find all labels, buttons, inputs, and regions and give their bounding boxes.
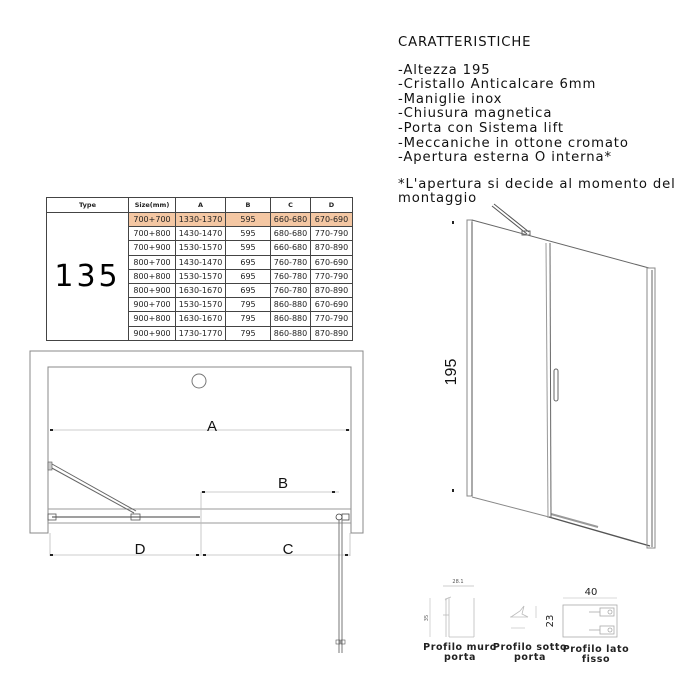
header-a: A	[176, 198, 226, 213]
feature-item: -Cristallo Anticalcare 6mm	[398, 77, 597, 93]
cell-size: 800+800	[129, 269, 176, 283]
cell-d: 870-890	[311, 326, 353, 340]
cell-c: 860-880	[271, 312, 311, 326]
cell-b: 595	[226, 227, 271, 241]
cell-b: 795	[226, 326, 271, 340]
cell-c: 760-780	[271, 283, 311, 297]
profile-label-line: Profilo sotto	[492, 642, 568, 653]
profile-muro-width: 28.1	[452, 579, 464, 585]
cell-c: 860-880	[271, 298, 311, 312]
dimension-d-label: D	[134, 541, 146, 558]
drain-icon	[192, 374, 206, 388]
cell-b: 795	[226, 298, 271, 312]
cell-d: 770-790	[311, 269, 353, 283]
profile-label-line: fisso	[581, 654, 611, 665]
profile-label-line: porta	[514, 652, 546, 663]
height-label: 195	[443, 358, 460, 386]
cell-b: 795	[226, 312, 271, 326]
header-b: B	[226, 198, 271, 213]
cell-d: 770-790	[311, 227, 353, 241]
cell-d: 670-690	[311, 213, 353, 227]
cell-d: 870-890	[311, 241, 353, 255]
profile-muro-label	[420, 643, 500, 663]
cell-b: 595	[226, 213, 271, 227]
cell-a: 1630-1670	[176, 312, 226, 326]
cell-a: 1430-1470	[176, 255, 226, 269]
profile-muro-drawing	[430, 586, 474, 637]
cell-c: 680-680	[271, 227, 311, 241]
cell-a: 1530-1570	[176, 269, 226, 283]
cell-d: 670-690	[311, 255, 353, 269]
cell-a: 1530-1570	[176, 241, 226, 255]
feature-item: -Maniglie inox	[398, 91, 503, 107]
feature-item: -Apertura esterna O interna*	[398, 150, 613, 166]
cell-c: 760-780	[271, 255, 311, 269]
table-header-row	[47, 198, 353, 213]
dimension-b-label: B	[277, 475, 289, 492]
features-block	[398, 36, 698, 207]
features-note	[398, 178, 698, 207]
cell-b: 595	[226, 241, 271, 255]
cell-a: 1430-1470	[176, 227, 226, 241]
cell-b: 695	[226, 283, 271, 297]
spec-table	[46, 197, 353, 341]
profile-lato-width: 40	[584, 587, 598, 598]
cell-a: 1530-1570	[176, 298, 226, 312]
cell-b: 695	[226, 269, 271, 283]
features-title: CARATTERISTICHE	[398, 35, 532, 50]
profile-lato-height: 23	[545, 614, 556, 628]
header-d: D	[311, 198, 353, 213]
profile-lato-drawing	[563, 598, 617, 637]
profile-lato-label	[556, 645, 636, 665]
cell-c: 860-880	[271, 326, 311, 340]
profile-label-line: Profilo muro	[423, 642, 497, 653]
cell-size: 700+700	[129, 213, 176, 227]
dimension-a-label: A	[206, 418, 218, 435]
profile-sotto-drawing	[510, 606, 536, 628]
profile-label-line: Profilo lato	[562, 644, 630, 655]
dimension-c-label: C	[282, 541, 294, 558]
note-line: *L'apertura si decide al momento del	[398, 176, 676, 192]
cell-size: 700+800	[129, 227, 176, 241]
profile-label-line: porta	[444, 652, 476, 663]
cell-c: 760-780	[271, 269, 311, 283]
cell-c: 660-680	[271, 241, 311, 255]
header-type: Type	[47, 198, 129, 213]
cell-c: 660-680	[271, 213, 311, 227]
cell-size: 900+900	[129, 326, 176, 340]
table-row	[47, 213, 353, 227]
cell-size: 800+700	[129, 255, 176, 269]
header-size: Size(mm)	[129, 198, 176, 213]
cell-size: 900+800	[129, 312, 176, 326]
features-list	[398, 64, 698, 166]
feature-item: -Chiusura magnetica	[398, 106, 553, 122]
feature-item: -Porta con Sistema lift	[398, 120, 564, 136]
cell-d: 670-690	[311, 298, 353, 312]
feature-item: -Meccaniche in ottone cromato	[398, 135, 629, 151]
cell-size: 800+900	[129, 283, 176, 297]
feature-item: -Altezza 195	[398, 62, 491, 78]
cell-a: 1730-1770	[176, 326, 226, 340]
cell-a: 1330-1370	[176, 213, 226, 227]
note-line: montaggio	[398, 191, 478, 207]
cell-size: 700+900	[129, 241, 176, 255]
header-c: C	[271, 198, 311, 213]
type-cell: 135	[47, 213, 129, 341]
cell-d: 870-890	[311, 283, 353, 297]
profile-muro-height: 35	[424, 614, 430, 622]
elevation-drawing	[467, 204, 655, 548]
cell-d: 770-790	[311, 312, 353, 326]
cell-b: 695	[226, 255, 271, 269]
cell-a: 1630-1670	[176, 283, 226, 297]
cell-size: 900+700	[129, 298, 176, 312]
